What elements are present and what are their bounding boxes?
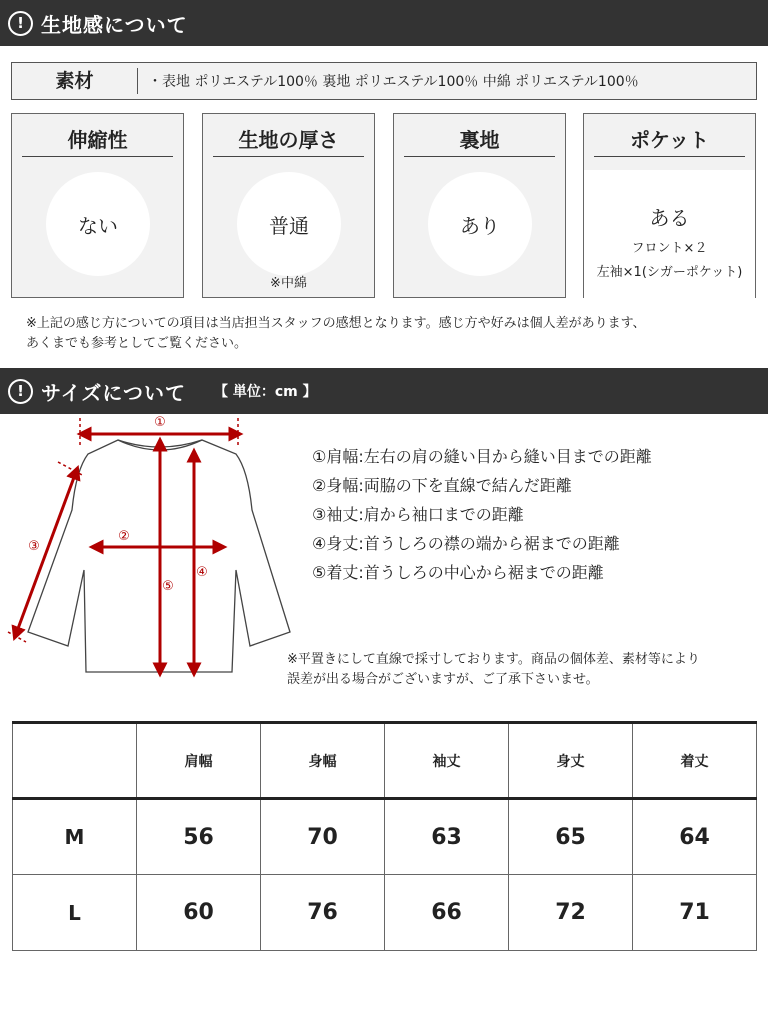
fabric-section-title: 生地感について (41, 12, 188, 37)
measurement-legend (312, 442, 652, 587)
fabric-disclaimer (26, 314, 646, 354)
marker-body-length: ④ (196, 565, 208, 580)
table-row (13, 799, 757, 875)
column-header: 着丈 (633, 723, 757, 799)
material-row (11, 62, 757, 100)
unit-label: 【 単位：cm 】 (214, 384, 317, 400)
column-header: 身丈 (509, 723, 633, 799)
marker-sleeve: ③ (28, 539, 40, 554)
marker-shoulder: ① (154, 415, 166, 430)
column-header (13, 723, 137, 799)
column-header: 袖丈 (385, 723, 509, 799)
feature-value: 普通 (237, 172, 341, 276)
marker-body-width: ② (118, 529, 130, 544)
disclaimer-line: ※上記の感じ方についての項目は当店担当スタッフの感想となります。感じ方や好みは個人差があります、 (26, 316, 646, 331)
feature-title: ポケット (630, 128, 709, 152)
divider (213, 156, 364, 157)
divider (22, 156, 173, 157)
size-table (12, 721, 757, 951)
feature-card-thickness (202, 113, 375, 298)
feature-title: 伸縮性 (67, 128, 128, 152)
disclaimer-line: あくまでも参考としてご覧ください。 (26, 336, 248, 351)
feature-title: 裏地 (459, 128, 500, 152)
garment-measurement-diagram (0, 410, 300, 690)
table-cell: 76 (261, 875, 385, 951)
exclamation-icon: ! (8, 11, 33, 36)
material-value: ・表地 ポリエステル100％ 裏地 ポリエステル100％ 中綿 ポリエステル100％ (148, 74, 639, 90)
feature-card-lining (393, 113, 566, 298)
feature-card-stretch (11, 113, 184, 298)
marker-total-length: ⑤ (162, 579, 174, 594)
legend-item: ⑤着丈 :首うしろの中心から裾までの距離 (312, 563, 604, 582)
feature-card-pocket (583, 113, 756, 298)
divider (404, 156, 555, 157)
size-section-header (0, 368, 768, 414)
table-cell: 63 (385, 799, 509, 875)
exclamation-icon: ! (8, 379, 33, 404)
legend-item: ④身丈 :首うしろの襟の端から裾までの距離 (312, 534, 620, 553)
pocket-details (584, 170, 755, 298)
size-label: M (13, 799, 137, 875)
feature-value: ない (46, 172, 150, 276)
feature-note: ※中綿 (270, 276, 307, 291)
divider (594, 156, 745, 157)
fabric-section-header (0, 0, 768, 46)
size-label: L (13, 875, 137, 951)
table-cell: 65 (509, 799, 633, 875)
table-cell: 60 (137, 875, 261, 951)
table-cell: 66 (385, 875, 509, 951)
feature-value: あり (428, 172, 532, 276)
legend-item: ②身幅 :両脇の下を直線で結んだ距離 (312, 476, 572, 495)
disclaimer-line: 誤差が出る場合がございますが、ご了承下さいませ。 (287, 672, 599, 687)
feature-title: 生地の厚さ (238, 128, 339, 152)
table-cell: 72 (509, 875, 633, 951)
table-cell: 64 (633, 799, 757, 875)
pocket-detail-sleeve: 左袖×1(シガーポケット) (596, 265, 743, 280)
feature-value: ある (649, 206, 690, 230)
material-label: 素材 (12, 68, 138, 94)
disclaimer-line: ※平置きにして直線で採寸しております。商品の個体差、素材等により (287, 652, 700, 667)
measurement-disclaimer (287, 650, 700, 690)
size-section-title: サイズについて (41, 380, 186, 405)
table-cell: 56 (137, 799, 261, 875)
pocket-detail-front: フロント×２ (631, 241, 708, 256)
table-header-row (13, 723, 757, 799)
table-cell: 71 (633, 875, 757, 951)
legend-item: ③袖丈 :肩から袖口までの距離 (312, 505, 524, 524)
table-cell: 70 (261, 799, 385, 875)
legend-item: ①肩幅 :左右の肩の縫い目から縫い目までの距離 (312, 447, 652, 466)
column-header: 身幅 (261, 723, 385, 799)
table-row (13, 875, 757, 951)
column-header: 肩幅 (137, 723, 261, 799)
